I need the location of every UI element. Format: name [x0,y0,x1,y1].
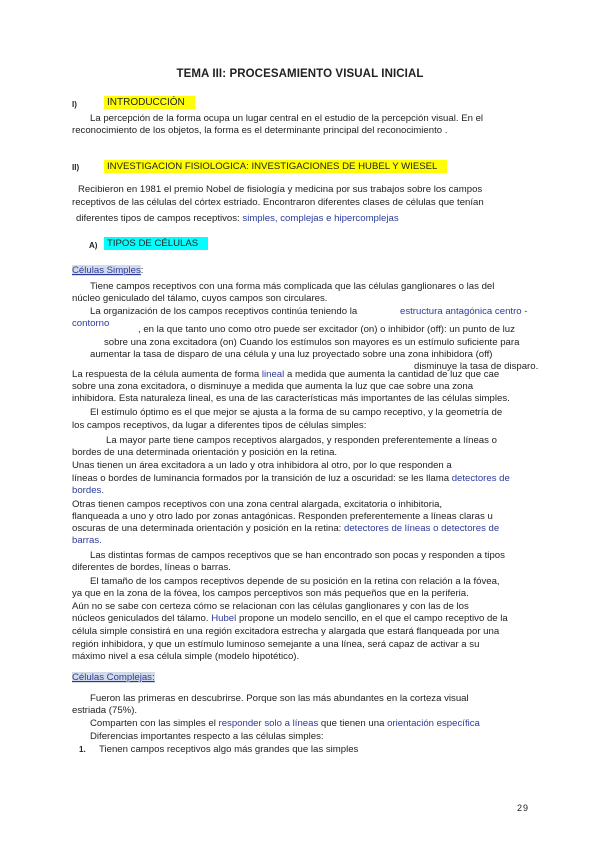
paragraph-line: receptivos de las células del córtex estriado. Encontraron diferentes clases de células que tenían [72,197,484,208]
paragraph-line: bordes. [72,485,104,496]
bullet-icon [72,274,80,286]
bullet-icon [72,404,80,416]
paragraph-line: diferentes tipos de campos receptivos: simples, complejas e hipercomplejas [76,213,399,224]
paragraph-line: aumentar la tasa de disparo de una célula y una luz proyectado sobre una zona inhibidora (off) [90,349,493,360]
paragraph-line: Tiene campos receptivos con una forma más complicada que las células ganglionares o las del [90,281,495,292]
paragraph-line: máximo nivel a esa célula simple (modelo hipotético). [72,651,300,662]
paragraph-line: Fueron las primeras en descubrirse. Porque son las más abundantes en la corteza visual [90,693,469,704]
paragraph-line: La percepción de la forma ocupa un lugar central en el estudio de la percepción visual. En el [90,113,484,124]
paragraph-line: inhibidora. Esta naturaleza lineal, es una de las características más importantes de las células simples. [72,393,510,404]
section-heading-introduccion: INTRODUCCIÓN [104,96,195,109]
bullet-icon [72,300,80,312]
paragraph-line: ya que en la zona de la fóvea, los campos perceptivos son más pequeños que en la periferia. [72,588,469,599]
list-item-number: 1. [79,745,86,754]
paragraph-line: región inhibidora, y que un estímulo luminoso semejante a una línea, será capaz de activar a su [72,639,480,650]
section-number: A) [89,241,98,250]
bullet-icon [72,712,80,724]
paragraph-line: La respuesta de la célula aumenta de forma lineal a medida que aumenta la cantidad de luz que cae [72,369,500,380]
paragraph-line: El estímulo óptimo es el que mejor se ajusta a la forma de su campo receptivo, y la geometría de [90,407,503,418]
section-heading-tipos-celulas: TIPOS DE CÉLULAS [104,237,208,250]
paragraph-line: diferentes de bordes, líneas o barras. [72,562,231,573]
paragraph-line: Las distintas formas de campos receptivos que se han encontrado son pocas y responden a tipos [90,550,505,561]
page-number: 29 [517,803,530,813]
paragraph-line: núcleos geniculados del tálamo. Hubel propone un modelo sencillo, en el que el campo receptivo de la [72,613,508,624]
paragraph-line: contorno [72,318,110,329]
section-number: II) [72,163,80,172]
paragraph-line: disminuye la tasa de disparo. [414,361,539,372]
paragraph-line: bordes de una determinada orientación y posición en la retina. [72,447,338,458]
section-heading-hubel-wiesel: INVESTIGACION FISIOLOGICA: INVESTIGACIONES DE HUBEL Y WIESEL [104,160,447,173]
section-number: I) [72,100,77,109]
paragraph-line: Diferencias importantes respecto a las células simples: [90,731,324,742]
paragraph-line: núcleo geniculado del tálamo, cuyos campos son circulares. [72,293,328,304]
bullet-icon [72,545,80,557]
bullet-icon [72,111,80,123]
bullet-icon [72,570,80,582]
paragraph-line: , en la que tanto uno como otro puede ser excitador (on) o inhibidor (off): un punto de luz [138,324,515,335]
subheading-celulas-complejas: Células Complejas: [72,672,155,683]
paragraph-line: estriada (75%). [72,705,138,716]
paragraph-line: Unas tienen un área excitadora a un lado y otra inhibidora al otro, por lo que responden a [72,460,452,471]
bullet-icon [72,731,80,743]
paragraph-line: barras. [72,535,102,546]
bullet-icon [90,432,98,444]
page-title: TEMA III: PROCESAMIENTO VISUAL INICIAL [176,68,424,80]
paragraph-line: Comparten con las simples el responder solo a líneas que tienen una orientación específica [90,718,480,729]
paragraph-line: reconocimiento de los objetos, la forma es el determinante principal del reconocimiento . [72,125,448,136]
paragraph-line: célula simple consistirá en una región excitadora estrecha y alargada que estará flanqueada por una [72,626,500,637]
paragraph-line: flanqueada a uno y otro lado por zonas antagónicas. Responden preferentemente a líneas claras u [72,511,493,522]
bullet-icon [72,684,80,696]
paragraph-line: líneas o bordes de luminancia formados por la transición de luz a oscuridad: se les llama detectores de [72,473,510,484]
subheading-celulas-simples: Células Simples: [72,265,144,276]
paragraph-line: Aún no se sabe con certeza cómo se relacionan con las células ganglionares y con las de los [72,601,469,612]
paragraph-line: sobre una zona excitadora (on) Cuando los estímulos son mayores es un estímulo suficiente para [104,337,520,348]
paragraph-line: La mayor parte tiene campos receptivos alargados, y responden preferentemente a líneas o [106,435,497,446]
list-item: Tienen campos receptivos algo más grandes que las simples [99,744,359,755]
paragraph-line: La organización de los campos receptivos continúa teniendo la [90,306,358,317]
paragraph-line: El tamaño de los campos receptivos depende de su posición en la retina con relación a la fóvea, [90,576,500,587]
paragraph-line: sobre una zona excitadora, o disminuye a medida que aumenta la luz que cae sobre una zona [72,381,474,392]
paragraph-line: Otras tienen campos receptivos con una zona central alargada, excitatoria o inhibitoria, [72,499,443,510]
paragraph-line: oscuras de una determinada orientación y posición en la retina: detectores de líneas o detectores de [72,523,500,534]
paragraph-line: Recibieron en 1981 el premio Nobel de fisiología y medicina por sus trabajos sobre los campos [78,184,483,195]
paragraph-line: los campos receptivos, da lugar a diferentes tipos de células simples: [72,420,367,431]
paragraph-line: estructura antagónica centro - [400,306,528,317]
